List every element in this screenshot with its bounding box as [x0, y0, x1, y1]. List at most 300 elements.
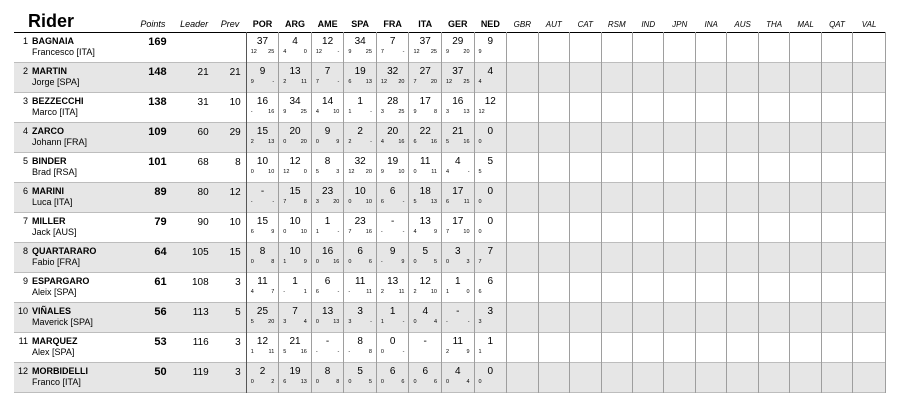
race-result-cell — [409, 153, 442, 183]
future-race-cell — [758, 93, 789, 123]
race-result-cell — [311, 213, 344, 243]
rider-points: 101 — [148, 156, 167, 168]
race-total: 15 — [256, 126, 269, 137]
race-result-cell — [442, 63, 475, 93]
sprint-points: 5 — [478, 169, 482, 175]
sprint-points: 0 — [283, 139, 287, 145]
future-race-header: JPN — [672, 20, 688, 29]
future-race-header: THA — [766, 20, 783, 29]
race-total: 27 — [419, 66, 431, 77]
future-race-cell — [507, 363, 538, 393]
race-points: 25 — [463, 79, 470, 85]
sprint-points: 12 — [315, 49, 322, 55]
future-race-cell — [507, 93, 538, 123]
future-race-cell — [507, 243, 538, 273]
race-total: 4 — [292, 36, 298, 47]
rider-gap-leader: 116 — [192, 337, 209, 348]
future-race-cell — [570, 183, 601, 213]
sprint-points: 0 — [315, 139, 319, 145]
race-result-cell — [311, 33, 344, 63]
sprint-points: 12 — [283, 169, 290, 175]
sprint-points: - — [446, 319, 448, 325]
race-total: 1 — [292, 276, 298, 287]
future-race-cell — [821, 243, 852, 273]
race-points: 16 — [398, 139, 405, 145]
race-total: 11 — [420, 156, 431, 167]
race-points: - — [402, 199, 405, 205]
future-race-cell — [601, 123, 632, 153]
race-total: 11 — [354, 276, 366, 287]
race-total: 12 — [419, 276, 431, 287]
race-points: 11 — [366, 289, 372, 295]
sprint-points: 0 — [348, 259, 352, 265]
race-points: - — [370, 319, 372, 325]
race-points: 10 — [365, 199, 372, 205]
future-race-cell — [853, 123, 886, 153]
race-points: 16 — [300, 349, 307, 355]
rider-points: 169 — [148, 36, 167, 48]
race-total: 7 — [324, 66, 331, 77]
race-total: 5 — [357, 366, 363, 377]
sprint-points: 3 — [348, 319, 352, 325]
race-result-cell — [442, 153, 475, 183]
race-total: 1 — [357, 96, 363, 107]
rider-points: 56 — [131, 303, 174, 333]
race-result-cell — [344, 123, 377, 153]
race-result-cell — [279, 303, 312, 333]
sprint-points: 1 — [348, 109, 352, 115]
race-result-cell — [442, 243, 475, 273]
future-race-cell — [853, 63, 886, 93]
race-result-cell — [474, 303, 507, 333]
sprint-points: 4 — [413, 229, 417, 235]
race-points: 0 — [303, 49, 307, 55]
rider-gap-prev: 5 — [214, 303, 247, 333]
race-result-cell — [246, 153, 279, 183]
race-total: 20 — [289, 126, 301, 137]
sprint-points: 2 — [283, 79, 287, 85]
future-race-cell — [538, 243, 569, 273]
future-race-cell — [758, 363, 789, 393]
future-race-cell — [695, 123, 726, 153]
rider-name: ZARCO — [32, 126, 64, 136]
future-race-cell — [853, 33, 886, 63]
sprint-points: - — [380, 259, 383, 265]
future-race-cell — [821, 123, 852, 153]
future-race-header: MAL — [797, 20, 814, 29]
race-result-cell — [376, 303, 409, 333]
race-result-cell — [279, 93, 312, 123]
race-points: 8 — [368, 349, 372, 355]
future-race-cell — [601, 303, 632, 333]
race-total: 17 — [452, 186, 464, 197]
race-result-cell — [246, 213, 279, 243]
sprint-points: 5 — [446, 139, 450, 145]
future-race-cell — [821, 33, 852, 63]
future-race-cell — [632, 333, 663, 363]
rider-name: MARTIN — [32, 66, 67, 76]
race-points: - — [467, 169, 470, 175]
race-result-cell — [376, 63, 409, 93]
race-total: 4 — [487, 66, 494, 77]
future-race-cell — [853, 303, 886, 333]
race-points: 7 — [271, 289, 275, 295]
race-points: 16 — [463, 139, 470, 145]
rider-position: 1 — [22, 36, 28, 46]
sprint-points: 4 — [283, 49, 287, 55]
race-points: 0 — [303, 169, 307, 175]
race-header: NED — [480, 19, 500, 29]
rider-row — [14, 153, 886, 183]
future-race-cell — [507, 123, 538, 153]
race-points: 1 — [303, 289, 307, 295]
race-points: 5 — [433, 259, 437, 265]
standings-table — [14, 9, 886, 393]
future-race-cell — [821, 93, 852, 123]
sprint-points: 6 — [380, 199, 384, 205]
future-race-cell — [853, 153, 886, 183]
future-race-cell — [632, 183, 663, 213]
future-race-cell — [790, 183, 821, 213]
race-points: 11 — [398, 289, 405, 295]
future-race-cell — [570, 63, 601, 93]
rider-full-name: Brad [RSA] — [32, 167, 78, 177]
race-result-cell — [474, 243, 507, 273]
race-result-cell — [344, 63, 377, 93]
rider-row — [14, 123, 886, 153]
future-race-cell — [601, 63, 632, 93]
race-result-cell — [442, 123, 475, 153]
sprint-points: 9 — [478, 49, 482, 55]
future-race-cell — [632, 153, 663, 183]
sprint-points: 9 — [348, 49, 352, 55]
race-points: - — [337, 229, 340, 235]
future-race-cell — [821, 363, 852, 393]
race-points: - — [337, 289, 340, 295]
race-points: 8 — [336, 379, 340, 385]
rider-cell — [14, 183, 131, 213]
future-race-cell — [570, 303, 601, 333]
sprint-points: 0 — [315, 379, 319, 385]
future-race-cell — [790, 123, 821, 153]
sprint-points: 0 — [380, 379, 384, 385]
future-race-cell — [601, 213, 632, 243]
rider-points: 109 — [131, 123, 174, 153]
race-points: 10 — [463, 229, 470, 235]
future-race-cell — [853, 273, 886, 303]
future-race-cell — [664, 303, 695, 333]
race-points: 4 — [433, 319, 437, 325]
future-race-cell — [538, 153, 569, 183]
rider-gap-leader: 113 — [175, 303, 214, 333]
future-race-cell — [695, 213, 726, 243]
future-race-cell — [507, 63, 538, 93]
rider-gap-leader: 105 — [175, 243, 214, 273]
rider-row — [14, 93, 886, 123]
future-race-header: AUT — [545, 20, 562, 29]
race-total: 19 — [289, 366, 301, 377]
race-result-cell — [344, 93, 377, 123]
sprint-points: 4 — [315, 109, 319, 115]
sprint-points: 6 — [478, 289, 482, 295]
sprint-points: 12 — [413, 49, 420, 55]
future-race-cell — [790, 273, 821, 303]
race-result-cell — [279, 333, 312, 363]
sprint-points: 0 — [478, 199, 482, 205]
future-race-cell — [601, 363, 632, 393]
race-total: 6 — [389, 366, 396, 377]
rider-points: 53 — [154, 336, 167, 348]
sprint-points: 7 — [446, 229, 450, 235]
future-race-cell — [821, 213, 852, 243]
rider-full-name: Luca [ITA] — [32, 197, 73, 207]
race-total: 28 — [387, 96, 399, 107]
future-race-cell — [570, 363, 601, 393]
future-race-cell — [632, 273, 663, 303]
race-total: 8 — [357, 336, 363, 347]
future-race-cell — [727, 123, 758, 153]
future-race-cell — [507, 333, 538, 363]
race-result-cell — [442, 273, 475, 303]
race-total: 15 — [289, 186, 301, 197]
sprint-points: 0 — [478, 139, 482, 145]
sprint-points: 6 — [446, 199, 450, 205]
future-race-cell — [790, 243, 821, 273]
future-race-cell — [570, 153, 601, 183]
sprint-points: 7 — [380, 49, 384, 55]
sprint-points: 7 — [348, 229, 352, 235]
race-result-cell — [311, 363, 344, 393]
race-result-cell — [344, 273, 377, 303]
future-race-cell — [790, 213, 821, 243]
race-points: 8 — [271, 259, 275, 265]
race-result-cell — [442, 303, 475, 333]
future-race-cell — [664, 213, 695, 243]
header-row — [14, 9, 886, 33]
race-result-cell — [279, 33, 312, 63]
sprint-points: 9 — [446, 49, 450, 55]
future-race-cell — [538, 183, 569, 213]
future-race-cell — [695, 303, 726, 333]
future-race-cell — [601, 153, 632, 183]
race-total: 6 — [487, 276, 494, 287]
race-total: 19 — [387, 156, 399, 167]
rider-gap-prev: 10 — [229, 217, 241, 228]
future-race-cell — [790, 303, 821, 333]
future-race-cell — [695, 153, 726, 183]
rider-row — [14, 273, 886, 303]
race-points: 13 — [430, 199, 437, 205]
race-header: FRA — [383, 19, 402, 29]
rider-position: 2 — [22, 66, 28, 76]
sprint-points: 0 — [315, 319, 319, 325]
rider-name: BAGNAIA — [32, 36, 74, 46]
sprint-points: 9 — [380, 169, 384, 175]
rider-name: ESPARGARO — [32, 276, 90, 286]
rider-full-name: Francesco [ITA] — [32, 47, 95, 57]
race-result-cell — [409, 303, 442, 333]
race-total: 10 — [354, 186, 366, 197]
future-race-cell — [664, 33, 695, 63]
race-result-cell — [344, 183, 377, 213]
sprint-points: 5 — [250, 319, 254, 325]
race-total: 4 — [422, 306, 428, 317]
future-race-cell — [695, 243, 726, 273]
race-points: - — [272, 199, 275, 205]
future-race-cell — [758, 213, 789, 243]
sprint-points: 7 — [283, 199, 287, 205]
race-total: - — [456, 306, 460, 317]
rider-position: 9 — [22, 276, 28, 286]
race-points: 3 — [336, 169, 340, 175]
sprint-points: - — [315, 349, 318, 355]
race-points: 13 — [268, 139, 275, 145]
sprint-points: 6 — [283, 379, 287, 385]
sprint-points: 0 — [446, 259, 450, 265]
future-race-cell — [601, 243, 632, 273]
future-race-cell — [727, 33, 758, 63]
future-race-cell — [570, 333, 601, 363]
future-race-cell — [821, 273, 852, 303]
race-points: - — [337, 49, 340, 55]
future-race-cell — [758, 63, 789, 93]
future-race-cell — [601, 273, 632, 303]
race-points: 5 — [368, 379, 372, 385]
race-total: 14 — [322, 96, 334, 107]
race-points: 9 — [401, 259, 405, 265]
race-header: ITA — [418, 19, 433, 29]
race-result-cell — [279, 183, 312, 213]
race-total: 12 — [289, 156, 301, 167]
race-total: 8 — [259, 246, 266, 257]
race-result-cell — [344, 213, 377, 243]
race-total: 32 — [354, 156, 366, 167]
rider-gap-leader: 60 — [175, 123, 214, 153]
sprint-points: 1 — [380, 319, 384, 325]
sprint-points: 2 — [446, 349, 450, 355]
future-race-cell — [790, 363, 821, 393]
race-points: - — [402, 349, 405, 355]
race-result-cell — [474, 183, 507, 213]
future-race-cell — [632, 63, 663, 93]
race-result-cell — [246, 123, 279, 153]
sprint-points: 3 — [478, 319, 482, 325]
race-total: 7 — [487, 246, 494, 257]
race-header: SPA — [351, 19, 370, 29]
race-total: 22 — [419, 126, 431, 137]
race-result-cell — [344, 243, 377, 273]
sprint-points: 6 — [348, 79, 352, 85]
rider-row — [14, 183, 886, 213]
race-total: 13 — [419, 216, 431, 227]
race-result-cell — [311, 153, 344, 183]
race-total: 6 — [324, 276, 331, 287]
race-total: 21 — [452, 126, 464, 137]
rider-gap-leader: 80 — [175, 183, 214, 213]
race-points: 4 — [466, 379, 470, 385]
future-race-cell — [538, 333, 569, 363]
race-result-cell — [442, 213, 475, 243]
rider-position: 8 — [22, 246, 28, 256]
race-result-cell — [474, 93, 507, 123]
future-race-cell — [632, 123, 663, 153]
race-total: 3 — [454, 246, 461, 257]
rider-points: 50 — [131, 363, 174, 393]
future-race-header: VAL — [861, 20, 877, 29]
race-result-cell — [409, 63, 442, 93]
future-race-cell — [632, 363, 663, 393]
future-race-cell — [601, 93, 632, 123]
race-points: 3 — [466, 259, 470, 265]
race-total: 6 — [357, 246, 363, 257]
race-result-cell — [409, 33, 442, 63]
race-result-cell — [376, 363, 409, 393]
race-result-cell — [376, 273, 409, 303]
rider-name: BINDER — [32, 156, 67, 166]
race-total: 3 — [357, 306, 363, 317]
race-total: 5 — [487, 156, 494, 167]
future-race-cell — [507, 273, 538, 303]
future-race-cell — [632, 33, 663, 63]
future-race-cell — [664, 273, 695, 303]
race-points: - — [402, 49, 405, 55]
race-total: 1 — [454, 276, 461, 287]
race-result-cell — [376, 93, 409, 123]
rider-row — [14, 363, 886, 393]
sprint-points: 6 — [250, 229, 254, 235]
race-total: 9 — [259, 66, 266, 77]
rider-position: 5 — [22, 156, 28, 166]
race-points: 0 — [466, 289, 470, 295]
race-points: 13 — [333, 319, 340, 325]
race-total: 16 — [452, 96, 464, 107]
race-total: 2 — [259, 366, 266, 377]
future-race-cell — [758, 123, 789, 153]
race-points: 11 — [268, 349, 275, 355]
race-points: 16 — [268, 109, 275, 115]
race-points: 6 — [433, 379, 437, 385]
rider-gap-prev: 3 — [235, 277, 241, 288]
race-total: - — [423, 336, 427, 347]
race-result-cell — [279, 363, 312, 393]
race-total: 37 — [419, 36, 431, 47]
rider-gap-prev: 3 — [235, 337, 241, 348]
race-total: 9 — [389, 246, 396, 257]
race-points: 4 — [303, 319, 307, 325]
race-result-cell — [376, 123, 409, 153]
sprint-points: 0 — [478, 379, 482, 385]
race-points: 8 — [433, 109, 437, 115]
race-total: 4 — [454, 366, 461, 377]
future-race-cell — [790, 33, 821, 63]
sprint-points: 3 — [315, 199, 319, 205]
rider-gap-leader: 68 — [197, 157, 209, 168]
sprint-points: 2 — [250, 139, 254, 145]
race-result-cell — [442, 183, 475, 213]
race-points: 10 — [398, 169, 405, 175]
race-total: 7 — [292, 306, 298, 317]
future-race-cell — [727, 243, 758, 273]
rider-header: Rider — [28, 11, 75, 31]
race-points: 9 — [433, 229, 437, 235]
future-race-cell — [821, 183, 852, 213]
race-result-cell — [246, 63, 279, 93]
race-points: 25 — [430, 49, 437, 55]
race-total: 3 — [487, 306, 494, 317]
future-race-cell — [853, 333, 886, 363]
race-points: 25 — [300, 109, 307, 115]
sprint-points: 1 — [315, 229, 319, 235]
